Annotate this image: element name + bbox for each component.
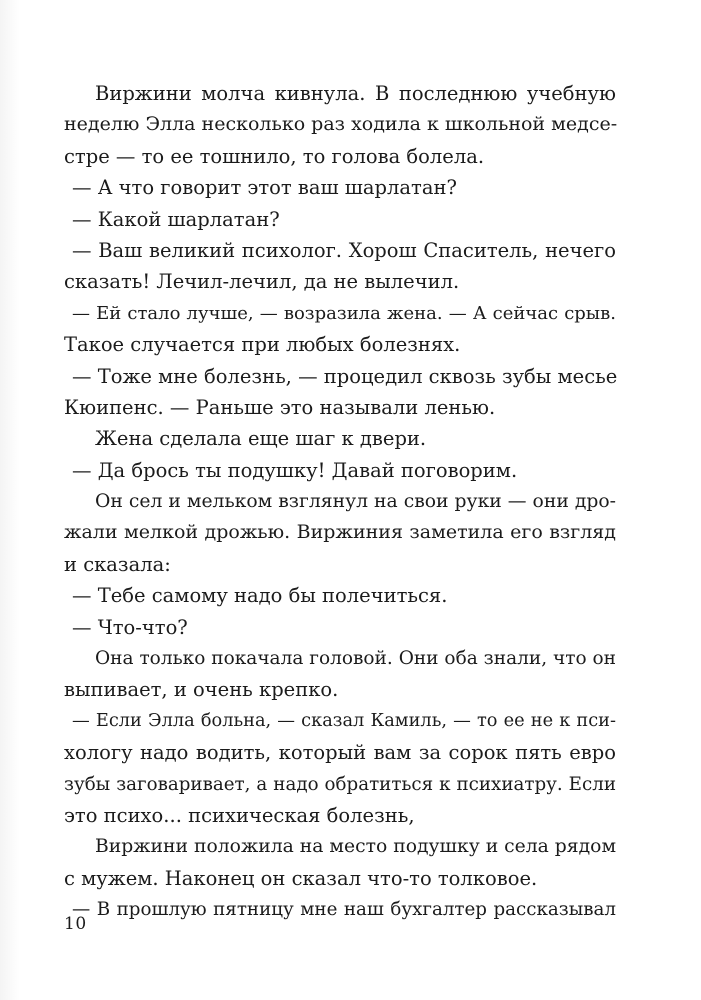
text-line: и сказала: xyxy=(64,552,171,576)
page-edge-shadow xyxy=(0,0,20,1000)
text-line: — Тоже мне болезнь, — процедил сквозь зубы месье xyxy=(72,364,618,388)
text-line: — Ей стало лучше, — возразила жена. — А сейчас срыв. xyxy=(72,302,616,324)
text-line: — Да брось ты подушку! Давай поговорим. xyxy=(72,458,518,482)
text-line: с мужем. Наконец он сказал что-то толковое. xyxy=(64,866,538,890)
text-line: неделю Элла несколько раз ходила к школьной медсе- xyxy=(64,113,618,136)
text-line: Он сел и мельком взглянул на свои руки — они дро- xyxy=(95,491,616,513)
text-line: стре — то ее тошнило, то голова болела. xyxy=(64,144,485,168)
text-line: — А что говорит этот ваш шарлатан? xyxy=(72,176,457,200)
text-line: Она только покачала головой. Они оба знали, что он xyxy=(95,648,616,670)
text-line: Кюипенс. — Раньше это называли ленью. xyxy=(64,395,496,419)
text-line: Такое случается при любых болезнях. xyxy=(64,333,461,357)
text-line: — Какой шарлатан? xyxy=(72,207,280,231)
text-line: — Ваш великий психолог. Хорош Спаситель, нечего xyxy=(72,238,616,262)
text-line: Жена сделала еще шаг к двери. xyxy=(95,427,427,451)
text-line: сказать! Лечил-лечил, да не вылечил. xyxy=(64,270,460,294)
text-line: жали мелкой дрожью. Виржиния заметила его взгляд xyxy=(64,521,616,544)
text-line: Виржини положила на место подушку и села рядом xyxy=(95,836,617,858)
text-line: — Тебе самому надо бы полечиться. xyxy=(72,584,448,608)
text-line: хологу надо водить, который вам за сорок пять евро xyxy=(64,741,616,765)
text-line: это психо... психическая болезнь, xyxy=(64,803,415,827)
body-text xyxy=(64,78,616,926)
text-line: выпивает, и очень крепко. xyxy=(64,678,339,702)
page-number: 10 xyxy=(64,914,87,934)
text-line: — Если Элла больна, — сказал Камиль, — то ее не к пси- xyxy=(72,710,616,731)
text-line: зубы заговаривает, а надо обратиться к психиатру. Если xyxy=(64,773,616,795)
text-line: — Что-что? xyxy=(72,615,188,639)
text-line: Виржини молча кивнула. В последнюю учебную xyxy=(95,82,616,105)
text-line: — В прошлую пятницу мне наш бухгалтер рассказывал xyxy=(72,899,616,921)
